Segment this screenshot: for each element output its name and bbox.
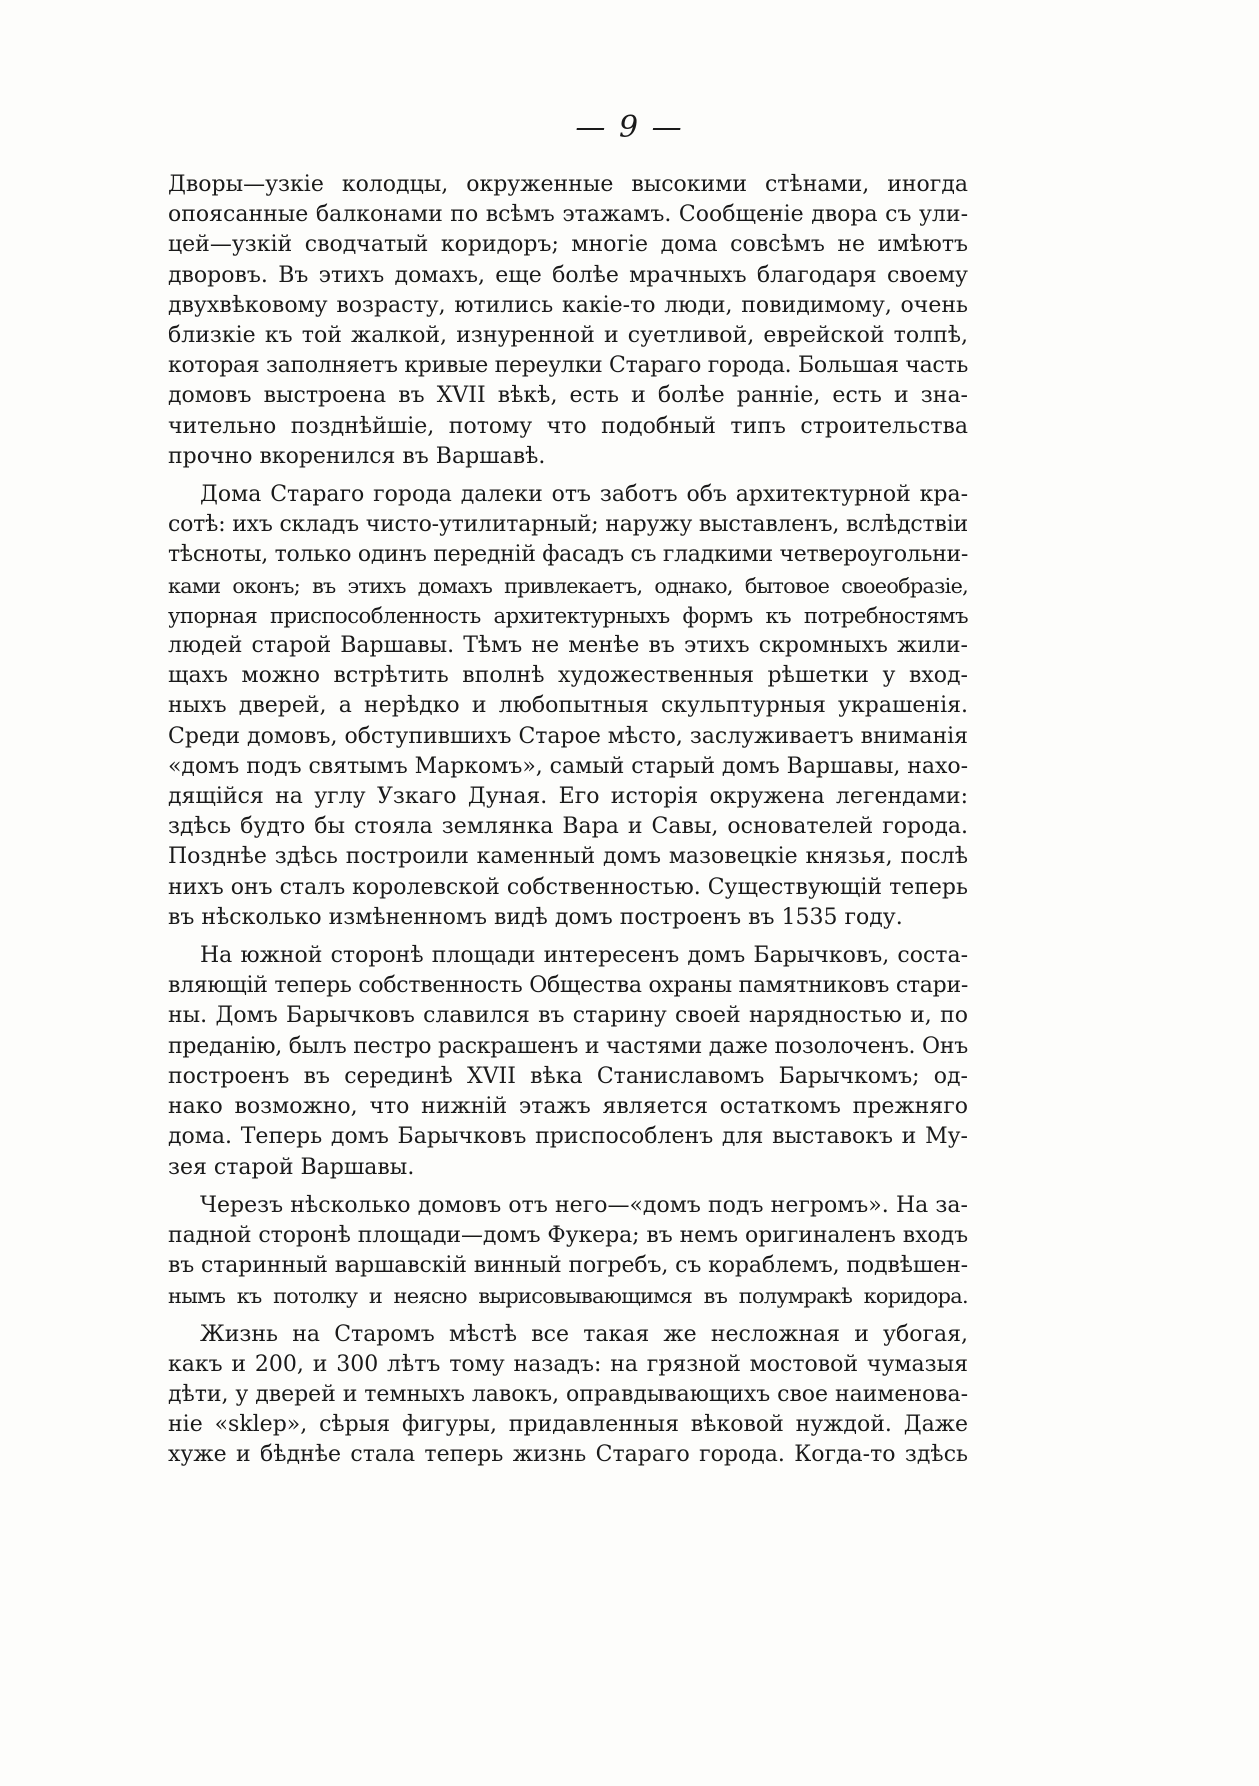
text-line: щахъ можно встрѣтить вполнѣ художественныя рѣшетки у вход- bbox=[168, 663, 968, 689]
paragraph-5 bbox=[168, 1320, 968, 1471]
text-line: На южной сторонѣ площади интересенъ домъ Барычковъ, соста- bbox=[200, 943, 968, 969]
text-line: близкіе къ той жалкой, изнуренной и суетливой, еврейской толпѣ, bbox=[168, 323, 968, 349]
text-line: ніе «sklep», сѣрыя фигуры, придавленныя вѣковой нуждой. Даже bbox=[168, 1412, 968, 1438]
text-line: Позднѣе здѣсь построили каменный домъ мазовецкіе князья, послѣ bbox=[168, 844, 968, 870]
text-line: людей старой Варшавы. Тѣмъ не менѣе въ этихъ скромныхъ жили- bbox=[168, 633, 968, 659]
text-line: ны. Домъ Барычковъ славился въ старину своей нарядностью и, по bbox=[168, 1003, 968, 1029]
text-line: сотѣ: ихъ складъ чисто-утилитарный; наружу выставленъ, вслѣдствіи bbox=[168, 512, 968, 538]
paragraph-4 bbox=[168, 1191, 968, 1312]
paragraph-3 bbox=[168, 941, 968, 1183]
text-line: какъ и 200, и 300 лѣтъ тому назадъ: на грязной мостовой чумазыя bbox=[168, 1351, 968, 1377]
text-line: падной сторонѣ площади—домъ Фукера; въ немъ оригиналенъ входъ bbox=[168, 1222, 968, 1248]
text-line: нихъ онъ сталъ королевской собственностью. Существующій теперь bbox=[168, 874, 968, 900]
text-line: Дома Стараго города далеки отъ заботъ объ архитектурной кра- bbox=[200, 482, 968, 508]
text-line: построенъ въ серединѣ XVII вѣка Станиславомъ Барычкомъ; од- bbox=[168, 1063, 968, 1089]
text-line: въ нѣсколько измѣненномъ видѣ домъ построенъ въ 1535 году. bbox=[168, 904, 903, 930]
text-line: Среди домовъ, обступившихъ Старое мѣсто, заслуживаетъ вниманія bbox=[168, 723, 968, 749]
text-line: прочно вкоренился въ Варшавѣ. bbox=[168, 443, 546, 469]
paragraph-2 bbox=[168, 480, 968, 933]
text-line: въ старинный варшавскій винный погребъ, съ кораблемъ, подвѣшен- bbox=[168, 1253, 968, 1279]
text-line: дѣти, у дверей и темныхъ лавокъ, оправдывающихъ свое наименова- bbox=[168, 1381, 968, 1407]
text-line: Дворы—узкіе колодцы, окруженные высокими стѣнами, иногда bbox=[168, 172, 968, 197]
text-line: домовъ выстроена въ XVII вѣкѣ, есть и болѣе ранніе, есть и зна- bbox=[168, 383, 968, 409]
text-line: Жизнь на Старомъ мѣстѣ все такая же несложная и убогая, bbox=[200, 1321, 968, 1347]
text-line: дома. Теперь домъ Барычковъ приспособленъ для выставокъ и Му- bbox=[168, 1124, 968, 1150]
text-line: здѣсь будто бы стояла землянка Вара и Савы, основателей города. bbox=[168, 814, 968, 840]
text-line: зея старой Варшавы. bbox=[168, 1154, 415, 1180]
text-line: тѣсноты, только одинъ передній фасадъ съ гладкими четвероугольни- bbox=[168, 542, 968, 568]
text-line: «домъ подъ святымъ Маркомъ», самый старый домъ Варшавы, нахо- bbox=[168, 753, 968, 779]
text-line: которая заполняетъ кривые переулки Стараго города. Большая часть bbox=[168, 353, 968, 379]
text-line: нымъ къ потолку и неясно вырисовывающимся въ полумракѣ коридора. bbox=[168, 1284, 968, 1309]
text-line: вляющій теперь собственность Общества охраны памятниковъ стари- bbox=[168, 973, 968, 999]
text-line: дворовъ. Въ этихъ домахъ, еще болѣе мрачныхъ благодаря своему bbox=[168, 262, 968, 288]
page-number: — 9 — bbox=[575, 110, 684, 145]
text-line: опоясанные балконами по всѣмъ этажамъ. Сообщеніе двора съ ули- bbox=[168, 202, 968, 228]
text-line: Черезъ нѣсколько домовъ отъ него—«домъ подъ негромъ». На за- bbox=[200, 1192, 968, 1218]
text-line: цей—узкій сводчатый коридоръ; многіе дома совсѣмъ не имѣютъ bbox=[168, 232, 968, 258]
text-line: дящійся на углу Узкаго Дуная. Его исторія окружена легендами: bbox=[168, 784, 968, 810]
text-line: упорная приспособленность архитектурныхъ формъ къ потребностямъ bbox=[168, 602, 968, 628]
body-text bbox=[168, 170, 968, 1479]
text-line: ныхъ дверей, а нерѣдко и любопытныя скульптурныя украшенія. bbox=[168, 693, 968, 719]
text-line: нако возможно, что нижній этажъ является остаткомъ прежняго bbox=[168, 1094, 968, 1120]
text-line: двухвѣковому возрасту, ютились какіе-то люди, повидимому, очень bbox=[168, 292, 968, 318]
paragraph-1 bbox=[168, 170, 968, 472]
text-line: хуже и бѣднѣе стала теперь жизнь Стараго города. Когда-то здѣсь bbox=[168, 1442, 968, 1468]
text-line: чительно позднѣйшіе, потому что подобный типъ строительства bbox=[168, 413, 968, 439]
text-line: преданію, былъ пестро раскрашенъ и частями даже позолоченъ. Онъ bbox=[168, 1033, 968, 1059]
text-line: ками оконъ; въ этихъ домахъ привлекаетъ, однако, бытовое своеобразіе, bbox=[168, 573, 968, 598]
